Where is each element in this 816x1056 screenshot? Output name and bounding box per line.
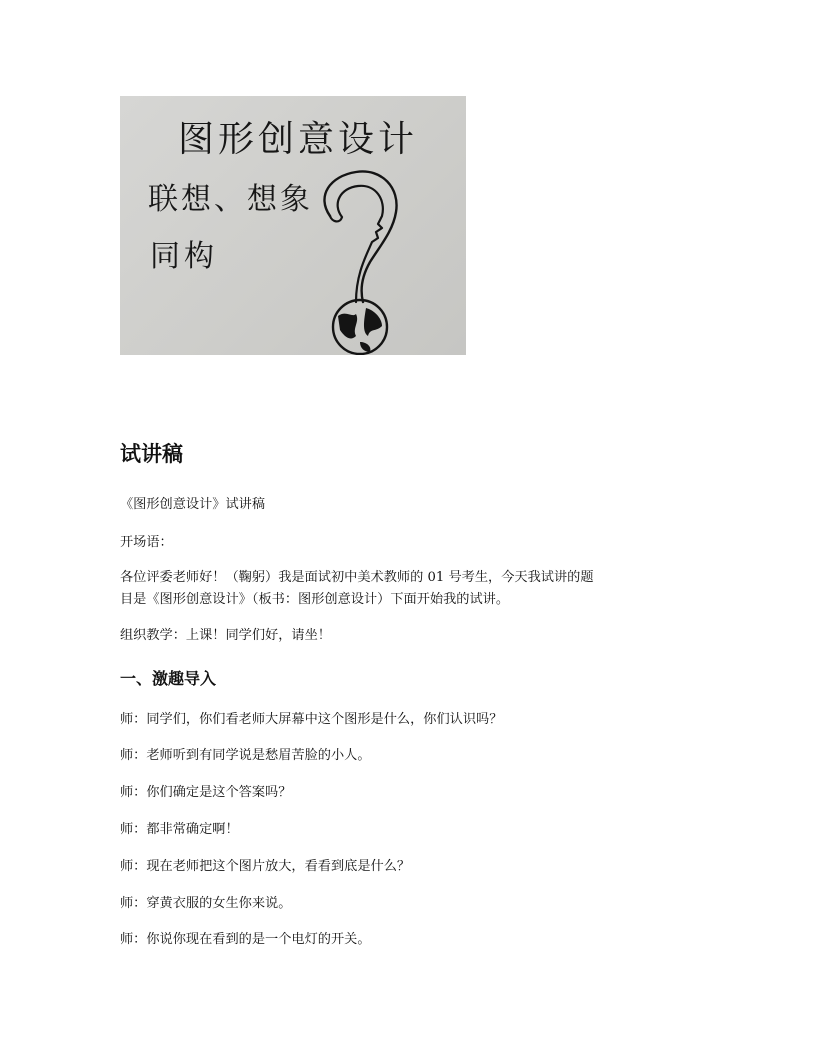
document-subtitle: 《图形创意设计》试讲稿 [120,497,266,512]
sketch-line2-text: 同构 [150,239,218,274]
dialogue-line: 师：穿黄衣服的女生你来说。 [120,896,292,911]
dialogue-line: 师：你们确定是这个答案吗？ [120,785,292,800]
dialogue-line: 师：都非常确定啊！ [120,822,239,837]
sketch-line1-text: 联想、想象 [148,182,313,217]
intro-paragraph-line-2: 目是《图形创意设计》（板书：图形创意设计）下面开始我的试讲。 [120,592,510,607]
section-heading-1: 一、激趣导入 [120,669,217,688]
intro-paragraph-line-1: 各位评委老师好！（鞠躬）我是面试初中美术教师的 01 号考生，今天我试讲的题 [120,570,594,585]
organization-paragraph: 组织教学：上课！同学们好，请坐！ [120,628,331,643]
opening-label: 开场语： [120,535,173,550]
dialogue-line: 师：同学们，你们看老师大屏幕中这个图形是什么，你们认识吗？ [120,712,503,727]
globe-drawing [333,300,387,354]
dialogue-line: 师：老师听到有同学说是愁眉苦脸的小人。 [120,748,371,763]
sketch-drawing [120,96,466,355]
page-heading: 试讲稿 [120,442,183,466]
sketch-title-text: 图形创意设计 [178,119,419,160]
handwritten-sketch-photo [120,96,466,355]
dialogue-line: 师：现在老师把这个图片放大，看看到底是什么？ [120,859,411,874]
dialogue-line: 师：你说你现在看到的是一个电灯的开关。 [120,932,371,947]
question-mark-face-drawing [324,171,396,302]
